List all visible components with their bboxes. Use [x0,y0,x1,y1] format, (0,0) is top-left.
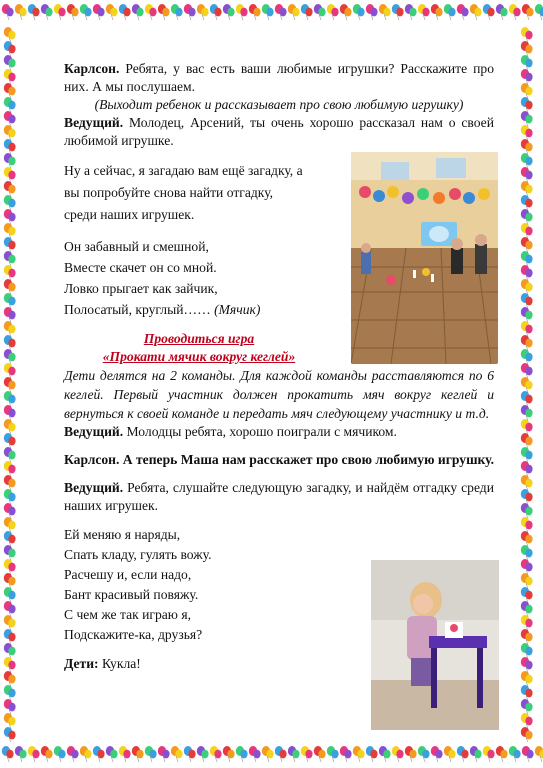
balloon-icon [210,4,222,20]
balloon-icon [470,4,482,20]
balloon-icon [275,746,287,762]
balloon-icon [521,643,533,659]
balloon-icon [67,4,79,20]
balloon-icon [4,573,16,589]
balloon-icon [521,139,533,155]
balloon-icon [158,746,170,762]
balloon-icon [405,746,417,762]
balloon-icon [483,746,495,762]
balloon-icon [145,746,157,762]
balloon-icon [4,251,16,267]
balloon-icon [2,4,14,20]
top-balloon-border [0,0,543,26]
bottom-balloon-border [0,742,543,768]
balloon-icon [521,153,533,169]
balloon-icon [496,4,508,20]
balloon-icon [4,209,16,225]
balloon-icon [4,671,16,687]
balloon-icon [521,433,533,449]
balloon-icon [366,4,378,20]
balloon-icon [4,265,16,281]
balloon-icon [4,391,16,407]
balloon-icon [521,405,533,421]
balloon-icon [4,685,16,701]
balloon-icon [249,4,261,20]
balloon-icon [236,746,248,762]
balloon-icon [4,503,16,519]
balloon-icon [457,746,469,762]
balloon-icon [392,4,404,20]
balloon-icon [521,223,533,239]
balloon-icon [431,746,443,762]
balloon-icon [521,293,533,309]
balloon-icon [521,167,533,183]
balloon-icon [521,657,533,673]
poem-line: Он забавный и смешной, [64,239,209,254]
lead-line-3 [64,479,494,515]
balloon-icon [405,4,417,20]
balloon-icon [262,746,274,762]
balloon-icon [457,4,469,20]
poem-line: Спать кладу, гулять вожу. [64,547,212,562]
balloon-icon [521,671,533,687]
balloon-icon [288,4,300,20]
lead-line-1 [64,114,494,150]
balloon-icon [54,4,66,20]
balloon-icon [119,4,131,20]
balloon-icon [15,746,27,762]
poem-line: С чем же так играю я, [64,607,192,622]
balloon-icon [4,363,16,379]
balloon-icon [197,746,209,762]
karlson-line-1-text: Ребята, у вас есть ваши любимые игрушки? Расскажите про них. А мы послушаем. [64,61,494,94]
balloon-icon [4,475,16,491]
balloon-icon [4,699,16,715]
balloon-icon [132,4,144,20]
poem-line: Вместе скачет он со мной. [64,260,217,275]
balloon-icon [132,746,144,762]
balloon-icon [521,503,533,519]
riddle-1-poem [64,236,494,320]
balloon-icon [353,4,365,20]
balloon-icon [4,293,16,309]
kids-answer-text: Кукла! [98,656,141,671]
document-body [64,60,494,673]
balloon-icon [521,321,533,337]
balloon-icon [327,4,339,20]
balloon-icon [521,601,533,617]
poem-line: Расчешу и, если надо, [64,567,192,582]
balloon-icon [521,279,533,295]
balloon-icon [366,746,378,762]
balloon-icon [2,746,14,762]
poem-line: Ловко прыгает как зайчик, [64,281,218,296]
balloon-icon [119,746,131,762]
balloon-icon [4,97,16,113]
riddle-1-intro-line: среди наших игрушек. [64,207,195,222]
balloon-icon [4,279,16,295]
speaker-lead: Ведущий. [64,480,124,495]
balloon-icon [4,489,16,505]
balloon-icon [288,746,300,762]
balloon-icon [314,4,326,20]
balloon-icon [521,97,533,113]
balloon-icon [4,349,16,365]
balloon-icon [521,713,533,729]
balloon-icon [223,4,235,20]
balloon-icon [262,4,274,20]
balloon-icon [521,587,533,603]
balloon-icon [223,746,235,762]
balloon-icon [521,685,533,701]
balloon-icon [4,461,16,477]
riddle-1-answer: (Мячик) [214,302,261,317]
balloon-icon [4,41,16,57]
balloon-icon [4,335,16,351]
lead-line-3-text: Ребята, слушайте следующую загадку, и найдём отгадку среди наших игрушек. [64,480,494,513]
balloon-icon [496,746,508,762]
balloon-icon [4,559,16,575]
balloon-icon [327,746,339,762]
balloon-icon [521,363,533,379]
lead-line-1-text: Молодец, Арсений, ты очень хорошо рассказал нам о своей любимой игрушке. [64,115,494,148]
poem-line [64,299,494,320]
balloon-icon [521,489,533,505]
balloon-icon [340,746,352,762]
balloon-icon [4,615,16,631]
balloon-icon [521,545,533,561]
balloon-icon [535,4,543,20]
balloon-icon [4,307,16,323]
balloon-icon [521,531,533,547]
karlson-line-2: Карлсон. А теперь Маша нам расскажет про свою любимую игрушку. [64,452,495,467]
balloon-icon [171,746,183,762]
balloon-icon [444,746,456,762]
balloon-icon [521,265,533,281]
balloon-icon [4,321,16,337]
balloon-icon [4,657,16,673]
balloon-icon [41,4,53,20]
balloon-icon [41,746,53,762]
balloon-icon [197,4,209,20]
balloon-icon [4,601,16,617]
balloon-icon [54,746,66,762]
balloon-icon [521,111,533,127]
game-heading-line-2: «Прокати мячик вокруг кеглей» [102,349,296,364]
balloon-icon [236,4,248,20]
balloon-icon [521,419,533,435]
balloon-icon [4,587,16,603]
poem-line-text: Полосатый, круглый…… [64,302,211,317]
poem-line: Бант красивый повяжу. [64,587,199,602]
balloon-icon [301,746,313,762]
balloon-icon [379,746,391,762]
balloon-icon [521,335,533,351]
game-heading-line-1: Проводиться игра [143,331,255,346]
balloon-icon [521,629,533,645]
balloon-icon [521,615,533,631]
balloon-icon [4,433,16,449]
balloon-icon [4,195,16,211]
balloon-icon [4,181,16,197]
kids-answer [64,655,494,673]
balloon-icon [210,746,222,762]
game-description [64,366,494,423]
balloon-icon [4,27,16,43]
balloon-icon [4,167,16,183]
lead-line-2 [64,423,494,441]
speaker-lead: Ведущий. [64,115,124,130]
balloon-icon [93,4,105,20]
balloon-icon [521,27,533,43]
balloon-icon [353,746,365,762]
balloon-icon [521,41,533,57]
balloon-icon [521,447,533,463]
balloon-icon [521,573,533,589]
balloon-icon [535,746,543,762]
balloon-icon [483,4,495,20]
poem-line: Подскажите-ка, друзья? [64,627,203,642]
balloon-icon [4,517,16,533]
balloon-icon [521,475,533,491]
balloon-icon [522,4,534,20]
balloon-icon [4,153,16,169]
balloon-icon [301,4,313,20]
balloon-icon [184,4,196,20]
balloon-icon [521,237,533,253]
balloon-icon [145,4,157,20]
balloon-icon [4,377,16,393]
balloon-icon [158,4,170,20]
balloon-icon [4,643,16,659]
balloon-icon [521,699,533,715]
right-balloon-border [517,26,543,742]
balloon-icon [521,377,533,393]
balloon-icon [521,251,533,267]
balloon-icon [521,83,533,99]
balloon-icon [314,746,326,762]
balloon-icon [418,746,430,762]
balloon-icon [4,419,16,435]
balloon-icon [521,209,533,225]
balloon-icon [4,629,16,645]
balloon-icon [249,746,261,762]
balloon-icon [4,713,16,729]
balloon-icon [80,4,92,20]
balloon-icon [28,746,40,762]
balloon-icon [4,69,16,85]
balloon-icon [340,4,352,20]
speaker-karlson: Карлсон. [64,61,120,76]
balloon-icon [4,111,16,127]
balloon-icon [4,83,16,99]
balloon-icon [4,531,16,547]
balloon-icon [4,405,16,421]
balloon-icon [521,181,533,197]
left-balloon-border [0,26,26,742]
balloon-icon [106,4,118,20]
balloon-icon [521,349,533,365]
lead-line-2-text: Молодцы ребята, хорошо поиграли с мячиком. [123,424,397,439]
balloon-icon [106,746,118,762]
balloon-icon [521,727,533,742]
balloon-icon [521,195,533,211]
balloon-icon [509,4,521,20]
balloon-icon [171,4,183,20]
balloon-icon [28,4,40,20]
balloon-icon [521,391,533,407]
balloon-icon [521,125,533,141]
balloon-icon [4,125,16,141]
balloon-icon [67,746,79,762]
balloon-icon [4,447,16,463]
poem-line: Ей меняю я наряды, [64,527,181,542]
balloon-icon [4,139,16,155]
balloon-icon [275,4,287,20]
balloon-icon [4,237,16,253]
balloon-icon [521,461,533,477]
balloon-icon [509,746,521,762]
speaker-lead: Ведущий. [64,424,124,439]
riddle-2-poem [64,525,494,645]
balloon-icon [4,545,16,561]
balloon-icon [15,4,27,20]
game-heading [64,330,334,366]
balloon-icon [418,4,430,20]
balloon-icon [444,4,456,20]
balloon-icon [431,4,443,20]
balloon-icon [93,746,105,762]
balloon-icon [521,55,533,71]
game-description-text: Дети делятся на 2 команды. Для каждой команды расставляются по 6 кеглей. Первый участник должен прокатить мяч вокруг кеглей и вернуться к своей команде и передать мяч следующему участнику и т.д. [64,368,494,421]
balloon-icon [4,727,16,742]
balloon-icon [521,559,533,575]
balloon-icon [521,517,533,533]
riddle-1-intro-line: вы попробуйте снова найти отгадку, [64,185,274,200]
balloon-icon [4,55,16,71]
balloon-icon [521,307,533,323]
balloon-icon [4,223,16,239]
speaker-kids: Дети: [64,656,99,671]
balloon-icon [470,746,482,762]
balloon-icon [184,746,196,762]
balloon-icon [521,69,533,85]
balloon-icon [379,4,391,20]
karlson-line-1 [64,60,494,96]
riddle-1-intro [64,160,346,226]
stage-direction-1: (Выходит ребенок и рассказывает про свою любимую игрушку) [94,97,464,112]
balloon-icon [80,746,92,762]
balloon-icon [522,746,534,762]
balloon-icon [392,746,404,762]
riddle-1-intro-line: Ну а сейчас, я загадаю вам ещё загадку, а [64,163,303,178]
